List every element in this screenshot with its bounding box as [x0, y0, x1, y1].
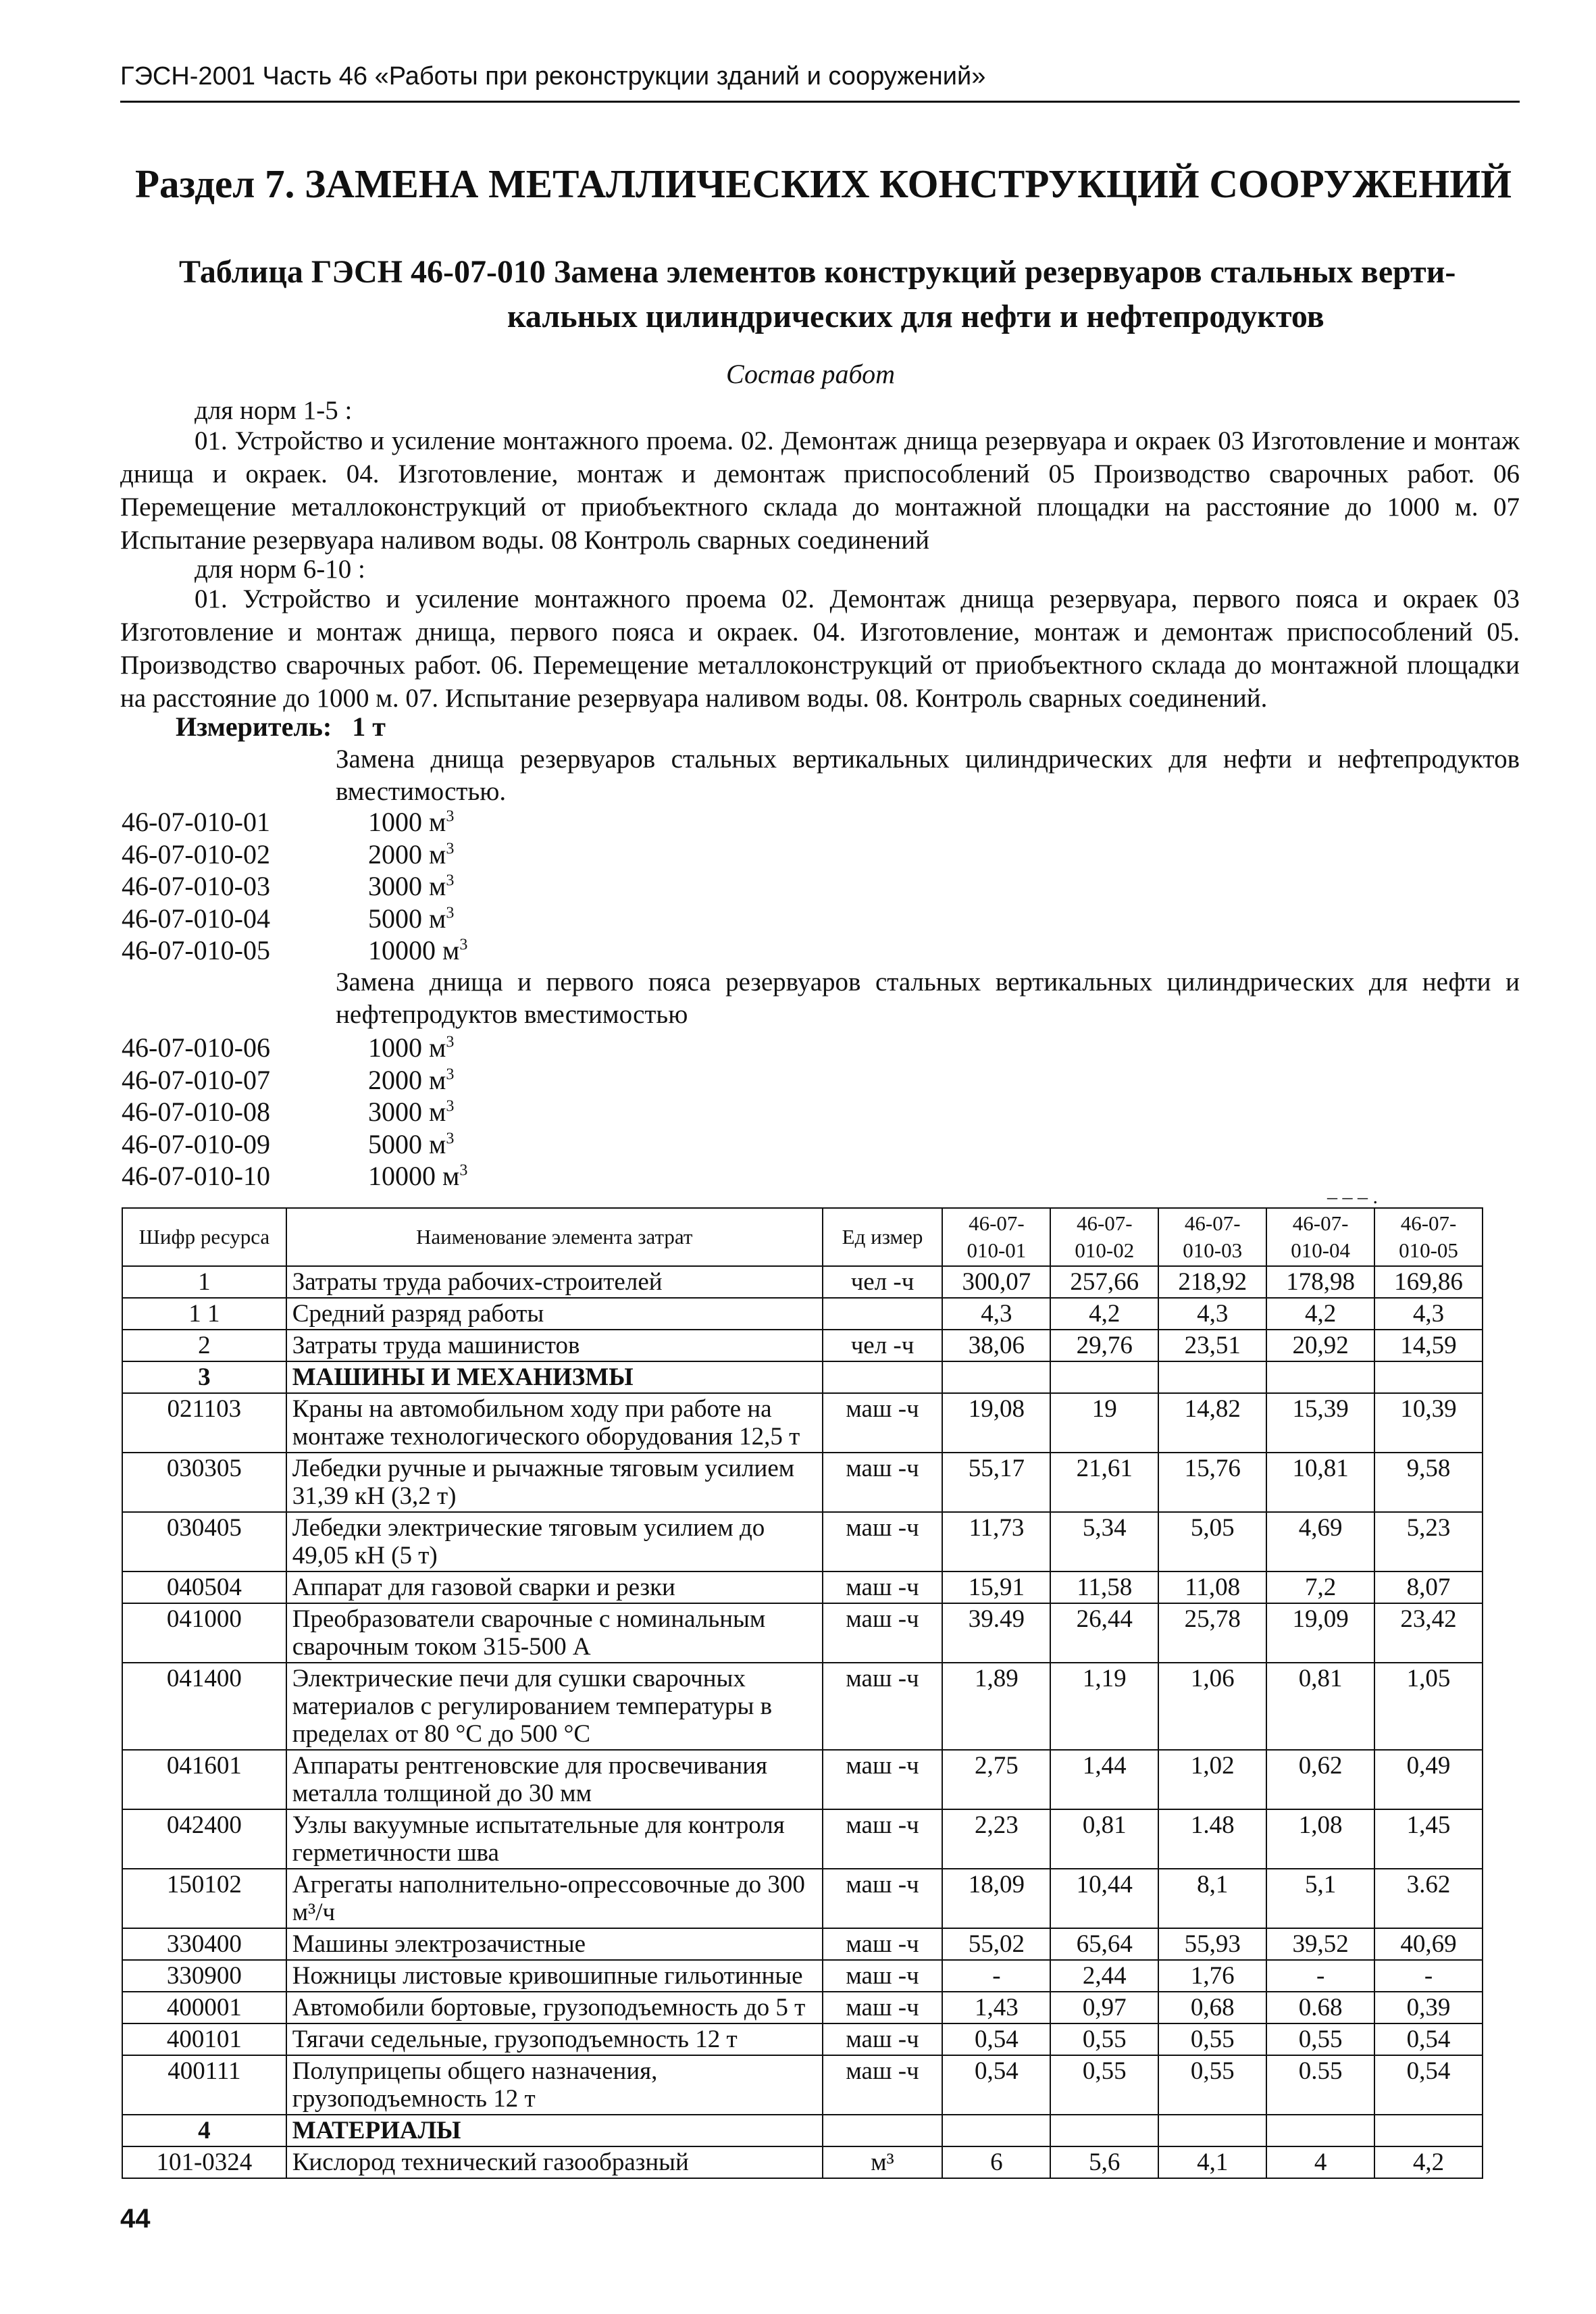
resource-name: Лебедки электрические тяговым усилием до 49,05 кН (5 т)	[286, 1512, 823, 1571]
table-row	[122, 1869, 1483, 1928]
resource-value: 15,76	[1158, 1453, 1266, 1512]
resource-value: 2,23	[942, 1809, 1050, 1869]
resource-name: Лебедки ручные и рычажные тяговым усилием 31,39 кН (3,2 т)	[286, 1453, 823, 1512]
resource-code: 021103	[122, 1393, 286, 1453]
table-row	[122, 1750, 1483, 1809]
resource-code: 400101	[122, 2023, 286, 2055]
table-row	[122, 1992, 1483, 2023]
resource-name: Преобразователи сварочные с номинальным сварочным током 315-500 А	[286, 1603, 823, 1663]
measure-label: Измеритель:	[176, 711, 332, 742]
code-row	[122, 870, 467, 903]
resource-unit	[823, 1361, 943, 1393]
resource-value	[1374, 2115, 1483, 2146]
resource-value: 0,81	[1266, 1663, 1374, 1750]
resource-value: 218,92	[1158, 1266, 1266, 1298]
resource-value	[942, 1361, 1050, 1393]
resource-value: 4,2	[1266, 1298, 1374, 1330]
table-title	[179, 250, 1523, 339]
resource-value: 0,68	[1158, 1992, 1266, 2023]
resource-unit: м³	[823, 2146, 943, 2178]
resource-value: 4,3	[942, 1298, 1050, 1330]
resource-value	[1050, 2115, 1158, 2146]
resource-value	[1050, 1361, 1158, 1393]
resource-value: 11,73	[942, 1512, 1050, 1571]
resource-unit: маш -ч	[823, 2055, 943, 2115]
resource-name: Затраты труда машинистов	[286, 1330, 823, 1361]
resource-value: 0,54	[1374, 2023, 1483, 2055]
resource-code: 3	[122, 1361, 286, 1393]
resource-value: 0,49	[1374, 1750, 1483, 1809]
header-col: 46-07- 010-02	[1050, 1208, 1158, 1266]
table-row	[122, 1603, 1483, 1663]
resource-value: 1,08	[1266, 1809, 1374, 1869]
resource-value: 5,1	[1266, 1869, 1374, 1928]
resource-value: -	[942, 1960, 1050, 1992]
resource-name: Средний разряд работы	[286, 1298, 823, 1330]
norm-volume: 10000 $м^3$	[368, 1161, 468, 1191]
resource-name: Затраты труда рабочих-строителей	[286, 1266, 823, 1298]
resource-value: 23,42	[1374, 1603, 1483, 1663]
code-row	[122, 1160, 467, 1192]
resource-code: 400111	[122, 2055, 286, 2115]
resource-value: 0,55	[1050, 2055, 1158, 2115]
resource-value: 4	[1266, 2146, 1374, 2178]
resource-value: 0,81	[1050, 1809, 1158, 1869]
composition-heading: Состав работ	[726, 359, 895, 389]
resource-code: 1	[122, 1266, 286, 1298]
resource-code: 400001	[122, 1992, 286, 2023]
resource-value: 39.49	[942, 1603, 1050, 1663]
resource-unit: маш -ч	[823, 1992, 943, 2023]
resource-code: 041601	[122, 1750, 286, 1809]
resource-value: 14,82	[1158, 1393, 1266, 1453]
resource-value: 55,17	[942, 1453, 1050, 1512]
norms-label-2: для норм 6-10 :	[195, 555, 365, 584]
norm-volume: 3000 $м^3$	[368, 1097, 455, 1127]
table-row	[122, 1361, 1483, 1393]
resource-code: 330900	[122, 1960, 286, 1992]
table-row	[122, 2023, 1483, 2055]
resource-value: 257,66	[1050, 1266, 1158, 1298]
resource-unit	[823, 1298, 943, 1330]
resource-value: 2,75	[942, 1750, 1050, 1809]
resource-unit: чел -ч	[823, 1266, 943, 1298]
group-1-codes	[122, 806, 467, 967]
resource-value: 15,39	[1266, 1393, 1374, 1453]
resource-value: 10,39	[1374, 1393, 1483, 1453]
resource-value: 2,44	[1050, 1960, 1158, 1992]
resource-code: 330400	[122, 1928, 286, 1960]
resource-name: Тягачи седельные, грузоподъемность 12 т	[286, 2023, 823, 2055]
norm-volume: 10000 $м^3$	[368, 935, 468, 965]
resource-value: 39,52	[1266, 1928, 1374, 1960]
resource-value: 0,97	[1050, 1992, 1158, 2023]
norm-code: 46-07-010-09	[122, 1128, 270, 1159]
resource-value: 11,08	[1158, 1571, 1266, 1603]
header-col: 46-07- 010-04	[1266, 1208, 1374, 1266]
measure-value: 1 т	[352, 711, 386, 742]
table-row	[122, 1453, 1483, 1512]
resource-value: 5,34	[1050, 1512, 1158, 1571]
resource-value: 0,55	[1050, 2023, 1158, 2055]
header-col: 46-07- 010-03	[1158, 1208, 1266, 1266]
resource-table-body	[122, 1266, 1483, 2178]
table-row	[122, 2115, 1483, 2146]
resource-value	[942, 2115, 1050, 2146]
resource-value: 15,91	[942, 1571, 1050, 1603]
page-number: 44	[120, 2204, 151, 2234]
resource-value: 0,39	[1374, 1992, 1483, 2023]
code-row	[122, 1064, 467, 1097]
resource-code: 041000	[122, 1603, 286, 1663]
resource-value: 1,76	[1158, 1960, 1266, 1992]
resource-code: 150102	[122, 1869, 286, 1928]
resource-value: 4,2	[1374, 2146, 1483, 2178]
norms-label-1: для норм 1-5 :	[195, 396, 353, 425]
norm-volume: 5000 $м^3$	[368, 1128, 455, 1159]
resource-code: 101-0324	[122, 2146, 286, 2178]
resource-unit: маш -ч	[823, 1571, 943, 1603]
resource-value: 0,55	[1266, 2023, 1374, 2055]
resource-unit: маш -ч	[823, 1928, 943, 1960]
resource-value: 178,98	[1266, 1266, 1374, 1298]
resource-value: 1.48	[1158, 1809, 1266, 1869]
resource-unit	[823, 2115, 943, 2146]
norm-code: 46-07-010-08	[122, 1097, 270, 1127]
resource-name: МАТЕРИАЛЫ	[286, 2115, 823, 2146]
resource-value: 1,06	[1158, 1663, 1266, 1750]
resource-value: 25,78	[1158, 1603, 1266, 1663]
resource-name: Машины электрозачистные	[286, 1928, 823, 1960]
table-row	[122, 1512, 1483, 1571]
resource-name: Краны на автомобильном ходу при работе на монтаже технологического оборудования 12,5 т	[286, 1393, 823, 1453]
table-row	[122, 1330, 1483, 1361]
resource-name: Аппараты рентгеновские для просвечивания металла толщиной до 30 мм	[286, 1750, 823, 1809]
code-row	[122, 903, 467, 935]
resource-unit: маш -ч	[823, 1453, 943, 1512]
resource-value: 4,1	[1158, 2146, 1266, 2178]
resource-value: 19,08	[942, 1393, 1050, 1453]
resource-value: 300,07	[942, 1266, 1050, 1298]
resource-value: 0,54	[942, 2055, 1050, 2115]
table-row	[122, 2055, 1483, 2115]
resource-value: 0,55	[1158, 2023, 1266, 2055]
resource-code: 042400	[122, 1809, 286, 1869]
resource-value: -	[1374, 1960, 1483, 1992]
resource-name: Электрические печи для сушки сварочных материалов с регулированием температуры в пределах от 80 °С до 500 °С	[286, 1663, 823, 1750]
resource-value: 21,61	[1050, 1453, 1158, 1512]
code-row	[122, 934, 467, 967]
resource-unit: маш -ч	[823, 1393, 943, 1453]
resource-unit: маш -ч	[823, 1603, 943, 1663]
resource-value: 1,02	[1158, 1750, 1266, 1809]
resource-value: 1,05	[1374, 1663, 1483, 1750]
code-row	[122, 806, 467, 838]
norm-volume: 2000 $м^3$	[368, 1064, 455, 1095]
code-row	[122, 838, 467, 871]
resource-value: 10,81	[1266, 1453, 1374, 1512]
code-row	[122, 1032, 467, 1064]
resource-value: 5,23	[1374, 1512, 1483, 1571]
norm-code: 46-07-010-04	[122, 903, 270, 934]
resource-value: 0,54	[942, 2023, 1050, 2055]
resource-value: 23,51	[1158, 1330, 1266, 1361]
resource-value: 1,19	[1050, 1663, 1158, 1750]
running-header: ГЭСН-2001 Часть 46 «Работы при реконструкции зданий и сооружений»	[120, 62, 1520, 103]
resource-value: 1,43	[942, 1992, 1050, 2023]
resource-unit: маш -ч	[823, 1809, 943, 1869]
resource-code: 030405	[122, 1512, 286, 1571]
group-2-codes	[122, 1032, 467, 1192]
resource-value	[1266, 1361, 1374, 1393]
resource-unit: маш -ч	[823, 1960, 943, 1992]
header-col: 46-07- 010-01	[942, 1208, 1050, 1266]
table-row	[122, 1928, 1483, 1960]
resource-value: 65,64	[1050, 1928, 1158, 1960]
work-composition-1-text: 01. Устройство и усиление монтажного проема. 02. Демонтаж днища резервуара и окраек 03 Изготовление и монтаж днища и окраек. 04. Изготовление, монтаж и демонтаж приспособлений 05 Производство сварочных работ. 06 Перемещение металлоконструкций от приобъектного склада до монтажной площадки на расстояние до 1000 м. 07 Испытание резервуара наливом воды. 08 Контроль сварных соединений	[120, 426, 1520, 555]
resource-value: 8,1	[1158, 1869, 1266, 1928]
resource-name: Агрегаты наполнительно-опрессовочные до 300 м³/ч	[286, 1869, 823, 1928]
resource-value: 55,93	[1158, 1928, 1266, 1960]
norm-code: 46-07-010-02	[122, 838, 270, 870]
resource-value: 38,06	[942, 1330, 1050, 1361]
resource-value: 19,09	[1266, 1603, 1374, 1663]
norm-code: 46-07-010-07	[122, 1064, 270, 1095]
section-title: Раздел 7. ЗАМЕНА МЕТАЛЛИЧЕСКИХ КОНСТРУКЦИЙ СООРУЖЕНИЙ	[135, 161, 1512, 206]
resource-code: 4	[122, 2115, 286, 2146]
table-title-line-1: Таблица ГЭСН 46-07-010 Замена элементов конструкций резервуаров стальных верти-	[179, 254, 1456, 290]
resource-value: 40,69	[1374, 1928, 1483, 1960]
resource-table	[122, 1207, 1483, 2179]
resource-value: 9,58	[1374, 1453, 1483, 1512]
header-code: Шифр ресурса	[122, 1208, 286, 1266]
resource-unit: маш -ч	[823, 1750, 943, 1809]
resource-unit: маш -ч	[823, 2023, 943, 2055]
norm-code: 46-07-010-05	[122, 935, 270, 965]
code-row	[122, 1128, 467, 1161]
code-row	[122, 1096, 467, 1128]
resource-unit: маш -ч	[823, 1663, 943, 1750]
resource-value: 4,3	[1374, 1298, 1483, 1330]
header-unit: Ед измер	[823, 1208, 943, 1266]
resource-code: 041400	[122, 1663, 286, 1750]
table-row	[122, 1571, 1483, 1603]
resource-code: 2	[122, 1330, 286, 1361]
resource-value: 29,76	[1050, 1330, 1158, 1361]
table-row	[122, 1393, 1483, 1453]
resource-value: 8,07	[1374, 1571, 1483, 1603]
resource-value: -	[1266, 1960, 1374, 1992]
resource-code: 030305	[122, 1453, 286, 1512]
norm-volume: 5000 $м^3$	[368, 903, 455, 934]
resource-value: 0,62	[1266, 1750, 1374, 1809]
resource-name: Кислород технический газообразный	[286, 2146, 823, 2178]
norm-code: 46-07-010-03	[122, 871, 270, 901]
resource-value: 4,2	[1050, 1298, 1158, 1330]
norm-volume: 1000 $м^3$	[368, 807, 455, 837]
resource-value: 4,69	[1266, 1512, 1374, 1571]
resource-value: 19	[1050, 1393, 1158, 1453]
norm-code: 46-07-010-01	[122, 807, 270, 837]
table-row	[122, 1266, 1483, 1298]
resource-value: 1,44	[1050, 1750, 1158, 1809]
resource-value: 11,58	[1050, 1571, 1158, 1603]
resource-name: Автомобили бортовые, грузоподъемность до 5 т	[286, 1992, 823, 2023]
table-row	[122, 2146, 1483, 2178]
dash-mark: – – – .	[1327, 1186, 1378, 1208]
resource-value: 4,3	[1158, 1298, 1266, 1330]
resource-table-head	[122, 1208, 1483, 1266]
work-composition-1	[120, 424, 1520, 557]
resource-value: 5,05	[1158, 1512, 1266, 1571]
norm-code: 46-07-010-10	[122, 1161, 270, 1191]
resource-value: 1,45	[1374, 1809, 1483, 1869]
resource-value: 14,59	[1374, 1330, 1483, 1361]
measure-unit	[176, 711, 386, 743]
group-2-description: Замена днища и первого пояса резервуаров стальных вертикальных цилиндрических для нефти и нефтепродуктов вместимостью	[336, 967, 1520, 1029]
resource-value: 6	[942, 2146, 1050, 2178]
resource-code: 040504	[122, 1571, 286, 1603]
resource-value: 10,44	[1050, 1869, 1158, 1928]
resource-value: 5,6	[1050, 2146, 1158, 2178]
resource-value: 169,86	[1374, 1266, 1483, 1298]
resource-name: МАШИНЫ И МЕХАНИЗМЫ	[286, 1361, 823, 1393]
resource-value: 55,02	[942, 1928, 1050, 1960]
resource-value: 0,54	[1374, 2055, 1483, 2115]
resource-value: 7,2	[1266, 1571, 1374, 1603]
table-row	[122, 1663, 1483, 1750]
resource-value: 18,09	[942, 1869, 1050, 1928]
table-row	[122, 1809, 1483, 1869]
resource-value	[1158, 1361, 1266, 1393]
norm-code: 46-07-010-06	[122, 1032, 270, 1063]
norm-volume: 2000 $м^3$	[368, 838, 455, 870]
table-row	[122, 1960, 1483, 1992]
work-composition-2	[120, 582, 1520, 715]
resource-code: 1 1	[122, 1298, 286, 1330]
resource-value	[1158, 2115, 1266, 2146]
table-title-line-2: кальных цилиндрических для нефти и нефтепродуктов	[507, 299, 1324, 334]
resource-unit: маш -ч	[823, 1869, 943, 1928]
resource-value: 20,92	[1266, 1330, 1374, 1361]
header-name: Наименование элемента затрат	[286, 1208, 823, 1266]
work-composition-2-text: 01. Устройство и усиление монтажного проема 02. Демонтаж днища резервуара, первого пояса и окраек 03 Изготовление и монтаж днища, первого пояса и окраек. 04. Изготовление, монтаж и демонтаж приспособлений 05. Производство сварочных работ. 06. Перемещение металлоконструкций от приобъектного склада до монтажной площадки на расстояние до 1000 м. 07. Испытание резервуара наливом воды. 08. Контроль сварных соединений.	[120, 584, 1520, 713]
norm-volume: 3000 $м^3$	[368, 871, 455, 901]
table-row	[122, 1298, 1483, 1330]
group-1-description: Замена днища резервуаров стальных вертикальных цилиндрических для нефти и нефтепродуктов вместимостью.	[336, 745, 1520, 806]
resource-name: Узлы вакуумные испытательные для контроля герметичности шва	[286, 1809, 823, 1869]
resource-value: 1,89	[942, 1663, 1050, 1750]
resource-value: 0,55	[1158, 2055, 1266, 2115]
resource-value: 0.55	[1266, 2055, 1374, 2115]
resource-value	[1266, 2115, 1374, 2146]
resource-name: Аппарат для газовой сварки и резки	[286, 1571, 823, 1603]
resource-value: 3.62	[1374, 1869, 1483, 1928]
resource-unit: маш -ч	[823, 1512, 943, 1571]
resource-value: 26,44	[1050, 1603, 1158, 1663]
resource-value: 0.68	[1266, 1992, 1374, 2023]
resource-name: Полуприцепы общего назначения, грузоподъемность 12 т	[286, 2055, 823, 2115]
resource-value	[1374, 1361, 1483, 1393]
resource-name: Ножницы листовые кривошипные гильотинные	[286, 1960, 823, 1992]
norm-volume: 1000 $м^3$	[368, 1032, 455, 1063]
resource-unit: чел -ч	[823, 1330, 943, 1361]
header-col: 46-07- 010-05	[1374, 1208, 1483, 1266]
